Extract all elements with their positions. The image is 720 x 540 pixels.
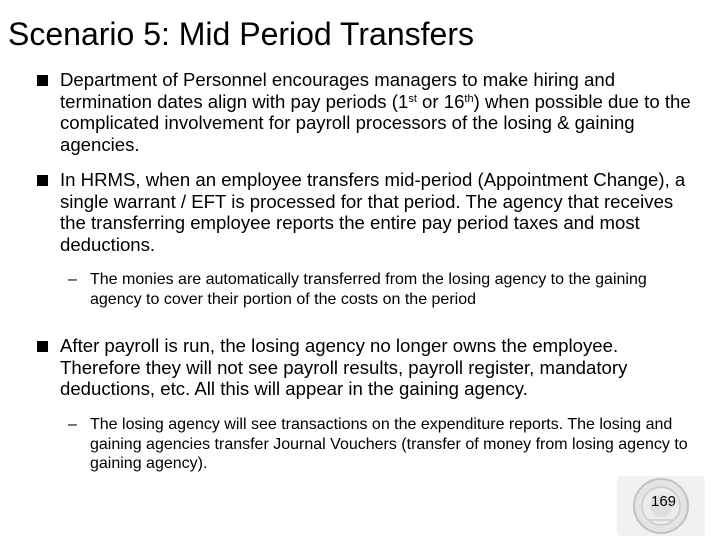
slide-title: Scenario 5: Mid Period Transfers: [8, 16, 474, 52]
bullet-1-sup-st: st: [408, 92, 417, 105]
bullet-1-text-c: ) when possible due to the complicated involvement for payroll processors of the losing & gaining agencies.: [60, 90, 691, 155]
dash-bullet-icon: –: [68, 271, 77, 288]
bullet-item-1: [60, 69, 700, 155]
square-bullet-icon: [37, 175, 48, 186]
dash-bullet-icon: –: [68, 416, 77, 433]
square-bullet-icon: [37, 75, 48, 86]
bullet-1-text-b: or 16: [416, 90, 465, 112]
bullet-1-sup-th: th: [464, 92, 474, 105]
bullet-item-3: After payroll is run, the losing agency no longer owns the employee. Therefore they will not see payroll results, payroll register, mandatory deductions, etc. All this will appear in the gaining agency.: [60, 335, 628, 399]
square-bullet-icon: [37, 341, 48, 352]
bullet-item-2: In HRMS, when an employee transfers mid-period (Appointment Change), a single warrant / EFT is processed for that period. The agency that receives the transferring employee reports the entire pay period taxes and most deductions.: [60, 169, 686, 255]
bullet-1-text-a: Department of Personnel encourages managers to make hiring and termination dates align with pay periods (1: [60, 69, 616, 112]
page-number: 169: [651, 493, 677, 510]
sub-item-3: The losing agency will see transactions on the expenditure reports. The losing and gaining agencies transfer Journal Vouchers (transfer of money from losing agency to gaining agency).: [90, 416, 688, 472]
sub-item-2: The monies are automatically transferred from the losing agency to the gaining agency to cover their portion of the costs on the period: [90, 271, 647, 308]
